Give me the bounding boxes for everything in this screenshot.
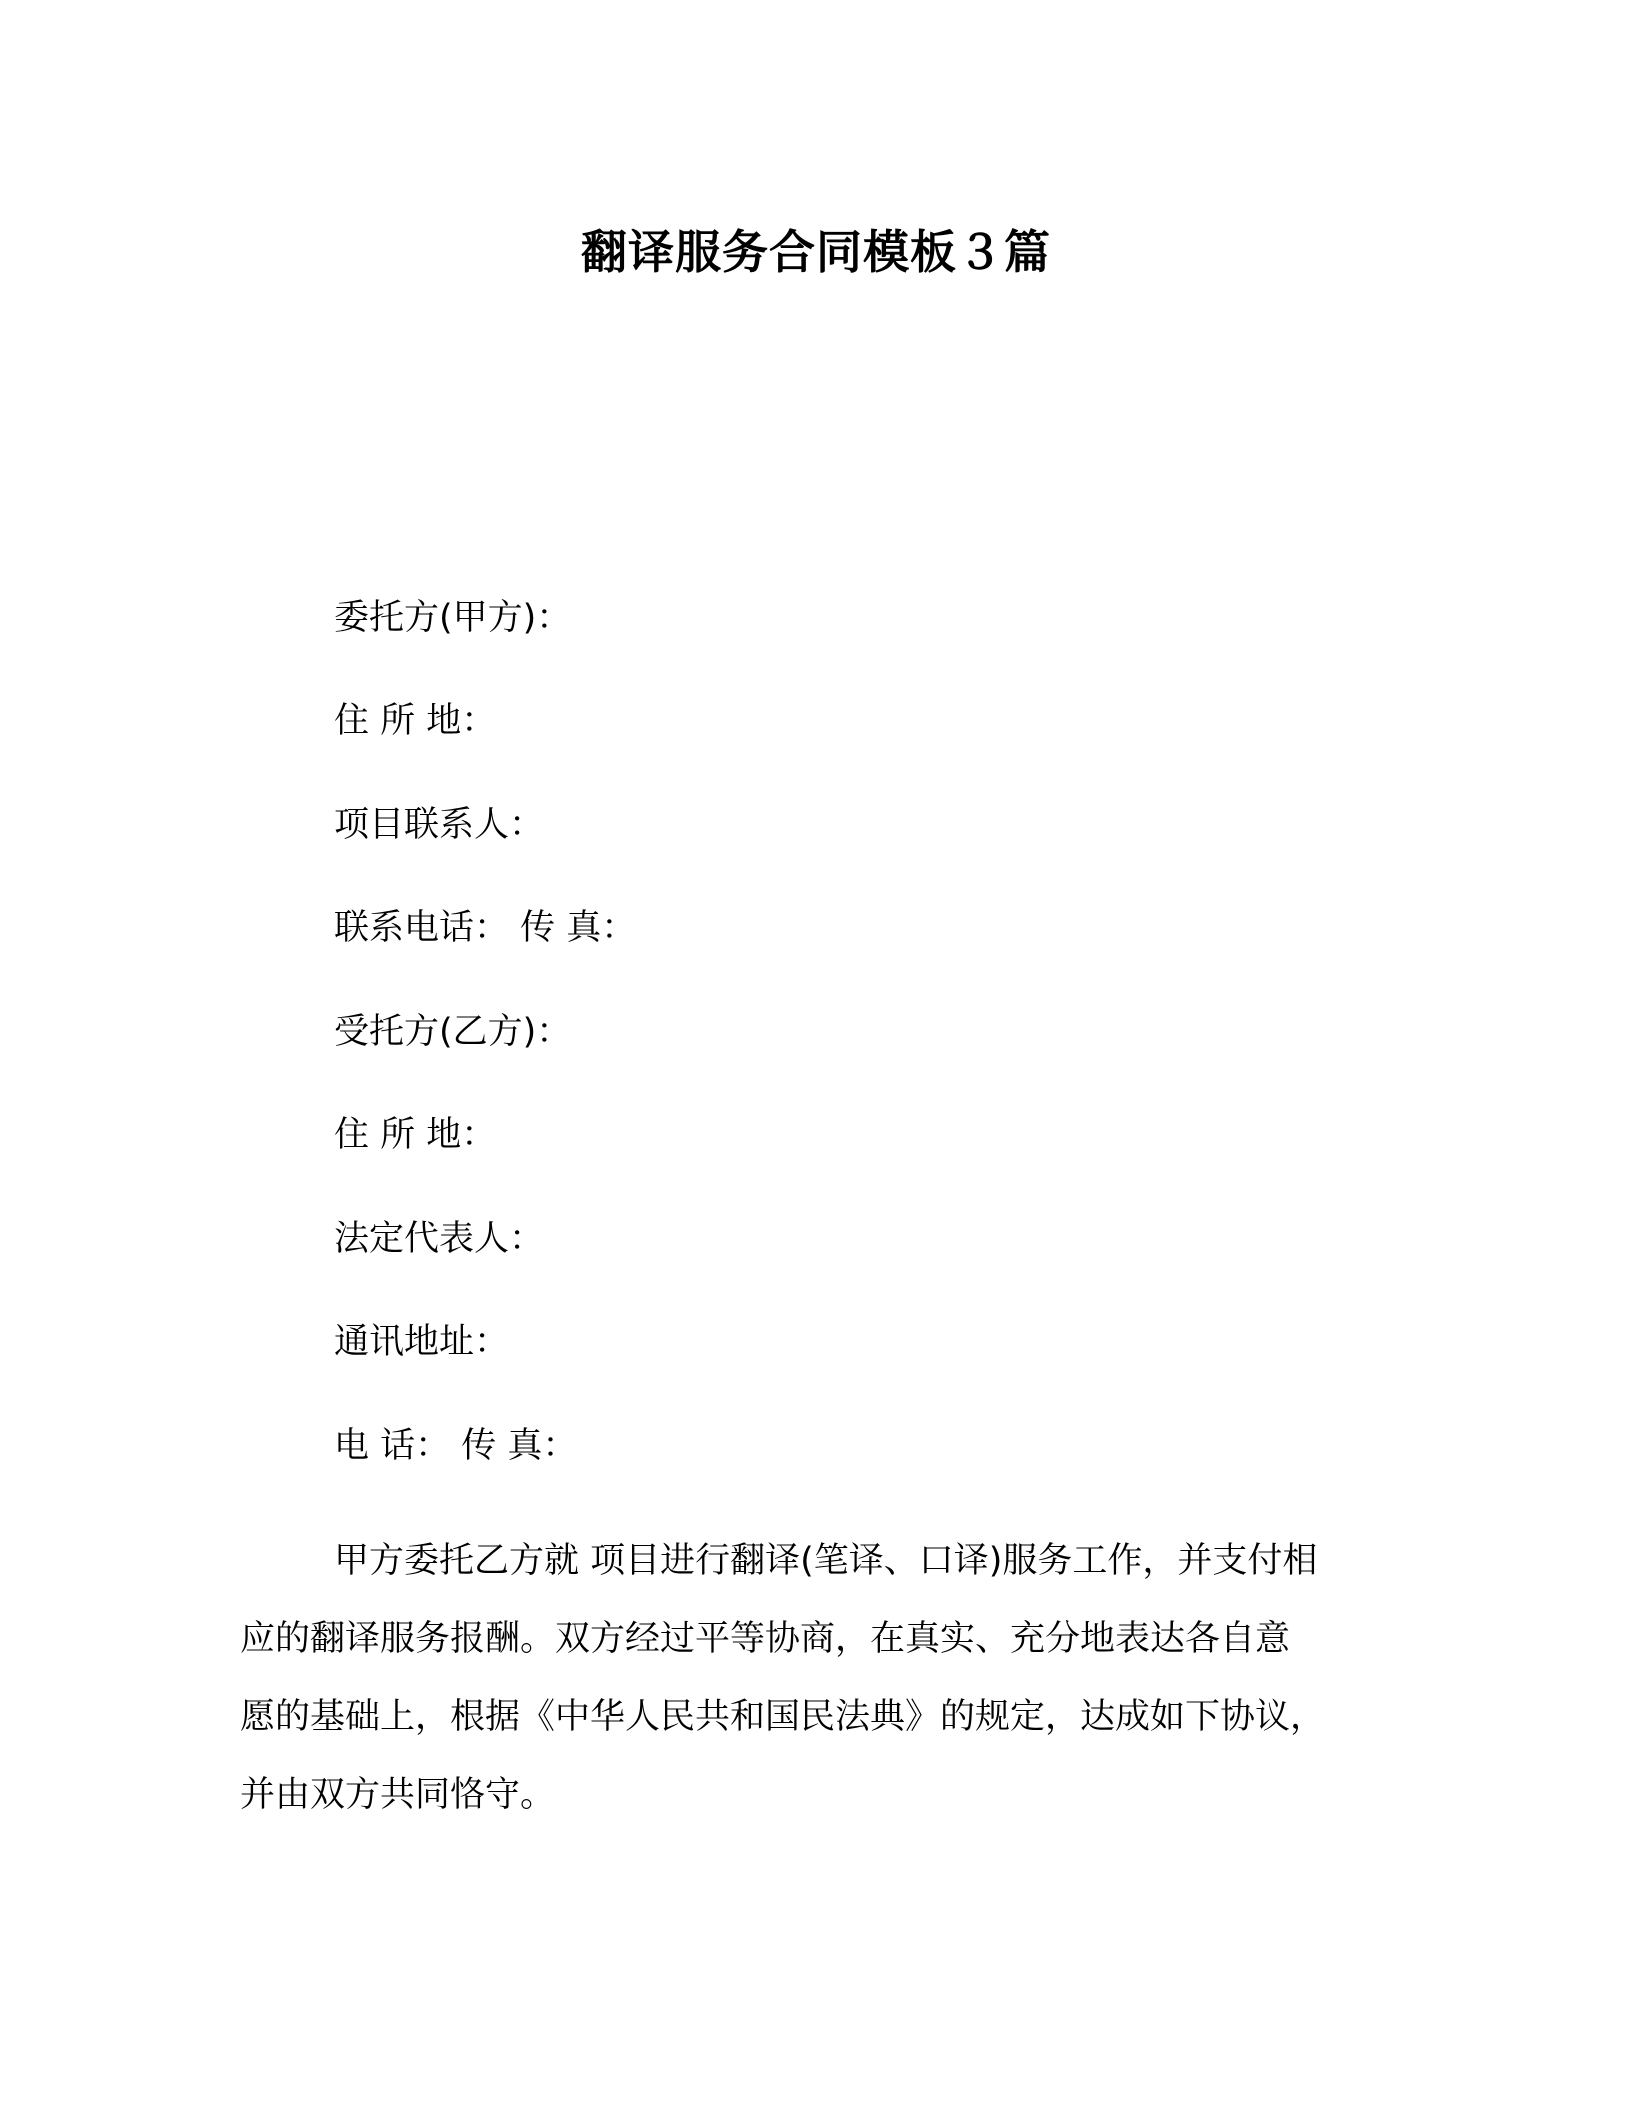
paragraph-line: 并由双方共同恪守。 xyxy=(240,1775,556,1815)
field-client: 委托方(甲方)： xyxy=(334,598,572,638)
field-mailing-address: 通讯地址： xyxy=(334,1322,510,1362)
paragraph-line: 甲方委托乙方就 项目进行翻译(笔译、口译)服务工作，并支付相 xyxy=(334,1541,1318,1581)
field-legal-representative: 法定代表人： xyxy=(334,1219,545,1259)
field-contractor: 受托方(乙方)： xyxy=(334,1012,572,1052)
paragraph-line: 愿的基础上，根据《中华人民共和国民法典》的规定，达成如下协议， xyxy=(240,1697,1326,1737)
field-client-phone-fax: 联系电话： 传 真： xyxy=(334,908,637,948)
field-project-contact: 项目联系人： xyxy=(334,805,545,845)
paragraph-line: 应的翻译服务报酬。双方经过平等协商，在真实、充分地表达各自意 xyxy=(240,1619,1291,1659)
document-title: 翻译服务合同模板３篇 xyxy=(581,225,1051,279)
field-client-address: 住 所 地： xyxy=(334,701,497,741)
field-contractor-phone-fax: 电 话： 传 真： xyxy=(334,1426,578,1466)
field-contractor-address: 住 所 地： xyxy=(334,1115,497,1155)
agreement-paragraph xyxy=(240,1522,1380,1834)
